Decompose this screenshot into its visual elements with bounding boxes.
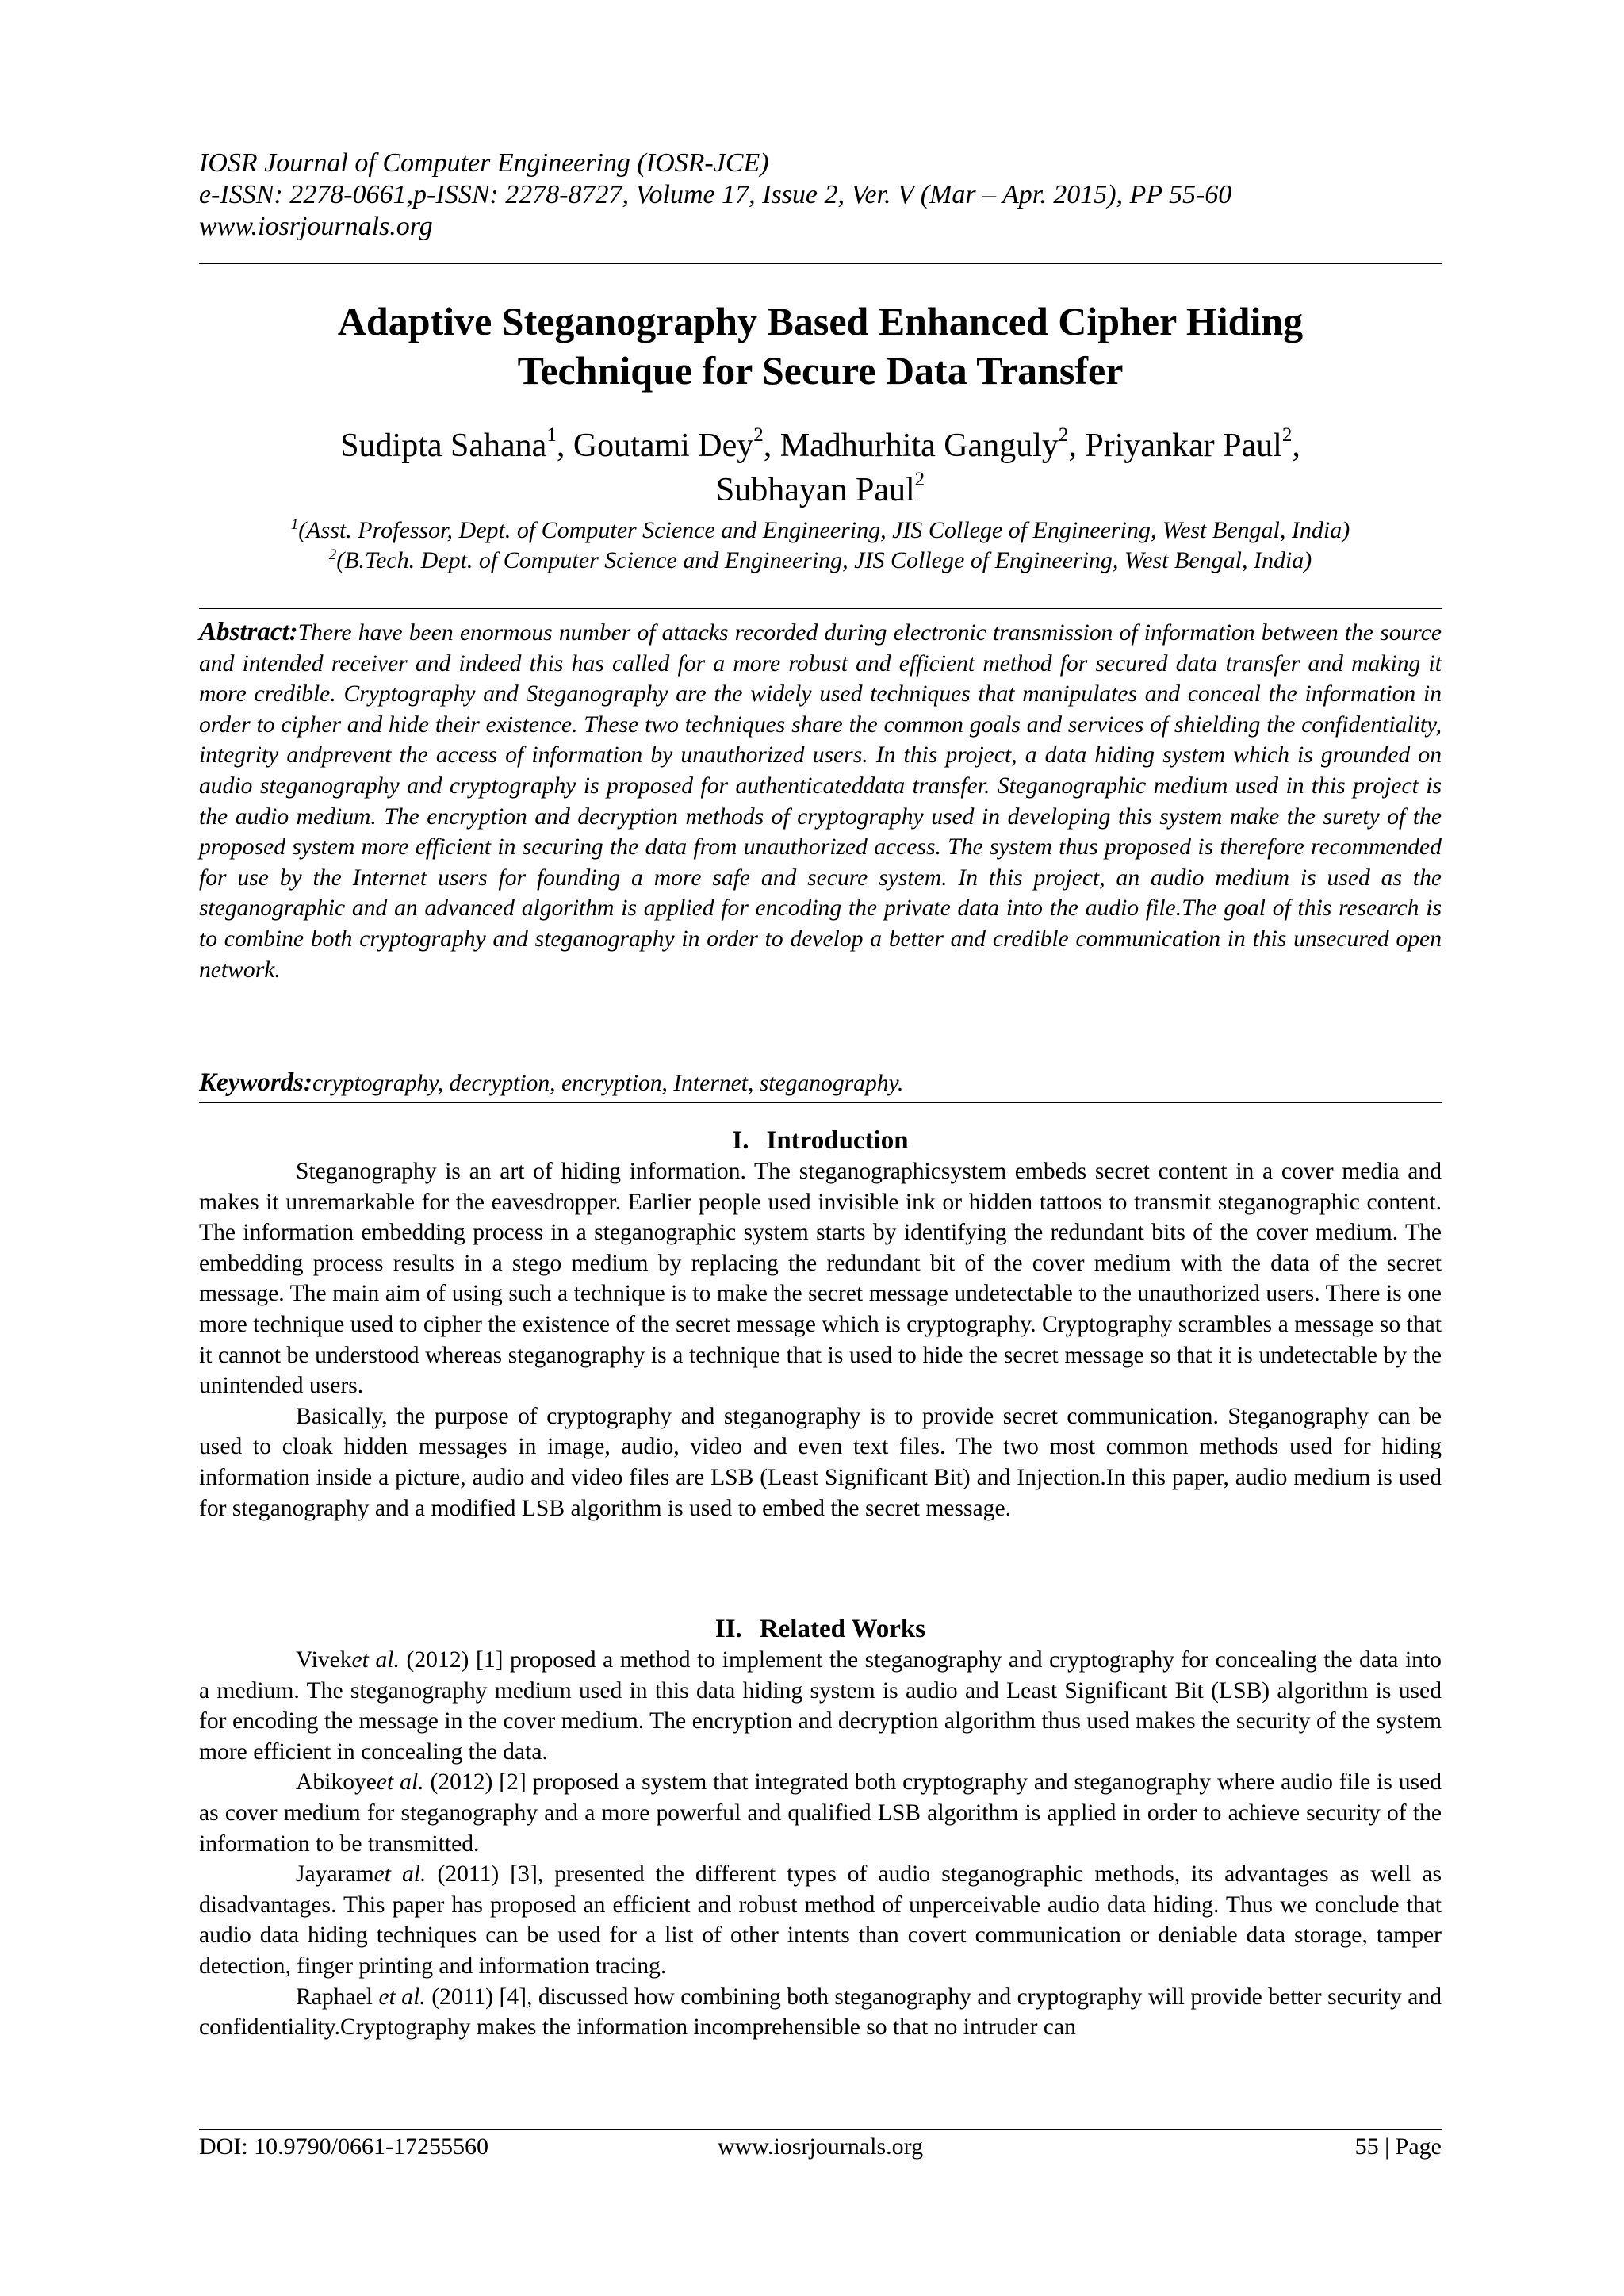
paragraph-text: (2011) [3], presented the different types of audio steganographic methods, its advantages as well as disadvantages. This paper has proposed an efficient and robust method of unperceivable audio data hiding. Thus we conclude that audio data hiding techniques can be used for a list of other intents than covert communication or deniable data storage, tamper detection, finger printing and information tracing. — [199, 1861, 1442, 1979]
section-title: Introduction — [766, 1126, 909, 1155]
journal-issn: e-ISSN: 2278-0661,p-ISSN: 2278-8727, Volume 17, Issue 2, Ver. V (Mar – Apr. 2015), PP 55-60 — [199, 180, 1232, 209]
author-affil-mark: 2 — [1058, 424, 1069, 446]
section-heading-related-works — [199, 1613, 1442, 1645]
section-number: II. — [714, 1615, 742, 1643]
footer-divider — [199, 2129, 1442, 2130]
journal-header — [199, 148, 1442, 243]
paragraph — [199, 1645, 1442, 1767]
author-line-2 — [199, 468, 1442, 512]
title-line-2: Technique for Secure Data Transfer — [517, 348, 1124, 393]
section-body-related-works — [199, 1645, 1442, 2043]
paragraph — [199, 1982, 1442, 2043]
author-name: Subhayan Paul — [715, 472, 915, 508]
author-affil-mark: 2 — [914, 469, 925, 490]
journal-website[interactable]: www.iosrjournals.org — [199, 212, 433, 241]
paper-title — [199, 297, 1442, 395]
et-al: et al. — [373, 1861, 427, 1888]
paragraph — [199, 1767, 1442, 1859]
paragraph: Steganography is an art of hiding information. The steganographicsystem embeds secret content in a cover media and makes it unremarkable for the eavesdropper. Earlier people used invisible ink or hidden tattoos to transmit steganographic content. The information embedding process in a steganographic system starts by identifying the redundant bits of the cover medium. The embedding process results in a stego medium by replacing the redundant bit of the cover medium with the data of the secret message. The main aim of using such a technique is to make the secret message undetectable to the unauthorized users. There is one more technique used to cipher the existence of the secret message which is cryptography. Cryptography scrambles a message so that it cannot be understood whereas steganography is a technique that is used to hide the secret message so that it is undetectable by the unintended users. — [199, 1159, 1442, 1399]
journal-name: IOSR Journal of Computer Engineering (IOSR-JCE) — [199, 148, 769, 178]
paragraph-text: (2012) [1] proposed a method to implement the steganography and cryptography for concealing the data into a medium. The steganography medium used in this data hiding system is audio and Least Significant Bit (LSB) algorithm is used for encoding the message in the cover medium. The encryption and decryption algorithm thus used makes the security of the system more efficient in concealing the data. — [199, 1647, 1442, 1765]
paragraph — [199, 1859, 1442, 1981]
affiliation-mark: 2 — [328, 546, 337, 563]
abstract-top-divider — [199, 608, 1442, 609]
section-heading-introduction — [199, 1125, 1442, 1156]
author-separator: , — [556, 427, 573, 464]
abstract-bottom-divider — [199, 1102, 1442, 1103]
author-separator: , — [1068, 427, 1086, 464]
author-name: Goutami Dey — [573, 427, 754, 464]
footer-website[interactable]: www.iosrjournals.org — [717, 2133, 924, 2160]
et-al: et al. — [378, 1984, 426, 2010]
affiliations — [199, 516, 1442, 576]
header-divider — [199, 263, 1442, 264]
keywords — [199, 1068, 1442, 1098]
footer-page-number: 55 | Page — [1354, 2133, 1442, 2160]
affiliation-text: (Asst. Professor, Dept. of Computer Science and Engineering, JIS College of Engineering, West Bengal, India) — [298, 517, 1350, 543]
keywords-label: Keywords: — [199, 1068, 312, 1097]
paper-page — [199, 0, 1442, 2296]
footer-doi: DOI: 10.9790/0661-17255560 — [199, 2133, 488, 2160]
affiliation-mark: 1 — [290, 516, 299, 533]
keywords-text: cryptography, decryption, encryption, Internet, steganography. — [312, 1071, 904, 1096]
author-affil-mark: 2 — [753, 424, 764, 446]
abstract-text: There have been enormous number of attacks recorded during electronic transmission of information between the source and intended receiver and indeed this has called for a more robust and efficient method for secured data transfer and making it more credible. Cryptography and Steganography are the widely used techniques that manipulates and conceal the information in order to cipher and hide their existence. These two techniques share the common goals and services of shielding the confidentiality, integrity andprevent the access of information by unauthorized users. In this project, a data hiding system which is grounded on audio steganography and cryptography is proposed for authenticateddata transfer. Steganographic medium used in this project is the audio medium. The encryption and decryption methods of cryptography used in developing this system make the surety of the proposed system more efficient in securing the data from unauthorized access. The system thus proposed is therefore recommended for use by the Internet users for founding a more safe and secure system. In this project, an audio medium is used as the steganographic and an advanced algorithm is applied for encoding the private data into the audio file.The goal of this research is to combine both cryptography and steganography in order to develop a better and credible communication in this unsecured open network. — [199, 620, 1442, 983]
et-al: et al. — [376, 1769, 424, 1796]
author-affil-mark: 1 — [546, 424, 557, 446]
paragraph-text: (2012) [2] proposed a system that integrated both cryptography and steganography where audio file is used as cover medium for steganography and a more powerful and qualified LSB algorithm is applied in order to achieve security of the information to be transmitted. — [199, 1769, 1442, 1857]
abstract-label: Abstract: — [199, 618, 298, 646]
author-separator: , — [763, 427, 780, 464]
section-number: I. — [732, 1126, 749, 1155]
affiliation-text: (B.Tech. Dept. of Computer Science and Engineering, JIS College of Engineering, West Bengal, India) — [336, 547, 1312, 573]
affiliation-2 — [199, 546, 1442, 576]
citation-author: Jayaram — [296, 1861, 374, 1888]
abstract — [199, 617, 1442, 985]
citation-author: Abikoye — [296, 1769, 377, 1796]
paragraph-text: (2011) [4], discussed how combining both steganography and cryptography will provide better security and confidentiality.Cryptography makes the information incomprehensible so that no intruder can — [199, 1984, 1442, 2041]
author-name: Sudipta Sahana — [340, 427, 547, 464]
author-separator: , — [1292, 427, 1300, 464]
author-affil-mark: 2 — [1281, 424, 1293, 446]
citation-author: Raphael — [296, 1984, 379, 2010]
author-name: Priyankar Paul — [1085, 427, 1282, 464]
paragraph: Basically, the purpose of cryptography and steganography is to provide secret communication. Steganography can be used to cloak hidden messages in image, audio, video and even text files. The two most common methods used for hiding information inside a picture, audio and video files are LSB (Least Significant Bit) and Injection.In this paper, audio medium is used for steganography and a modified LSB algorithm is used to embed the secret message. — [199, 1403, 1442, 1521]
title-line-1: Adaptive Steganography Based Enhanced Cipher Hiding — [337, 299, 1304, 343]
author-line-1 — [199, 424, 1442, 468]
section-body-introduction — [199, 1156, 1442, 1524]
author-name: Madhurhita Ganguly — [779, 427, 1059, 464]
citation-author: Vivek — [296, 1647, 352, 1673]
author-list — [199, 424, 1442, 512]
section-title: Related Works — [759, 1615, 926, 1643]
affiliation-1 — [199, 516, 1442, 546]
et-al: et al. — [351, 1647, 400, 1673]
